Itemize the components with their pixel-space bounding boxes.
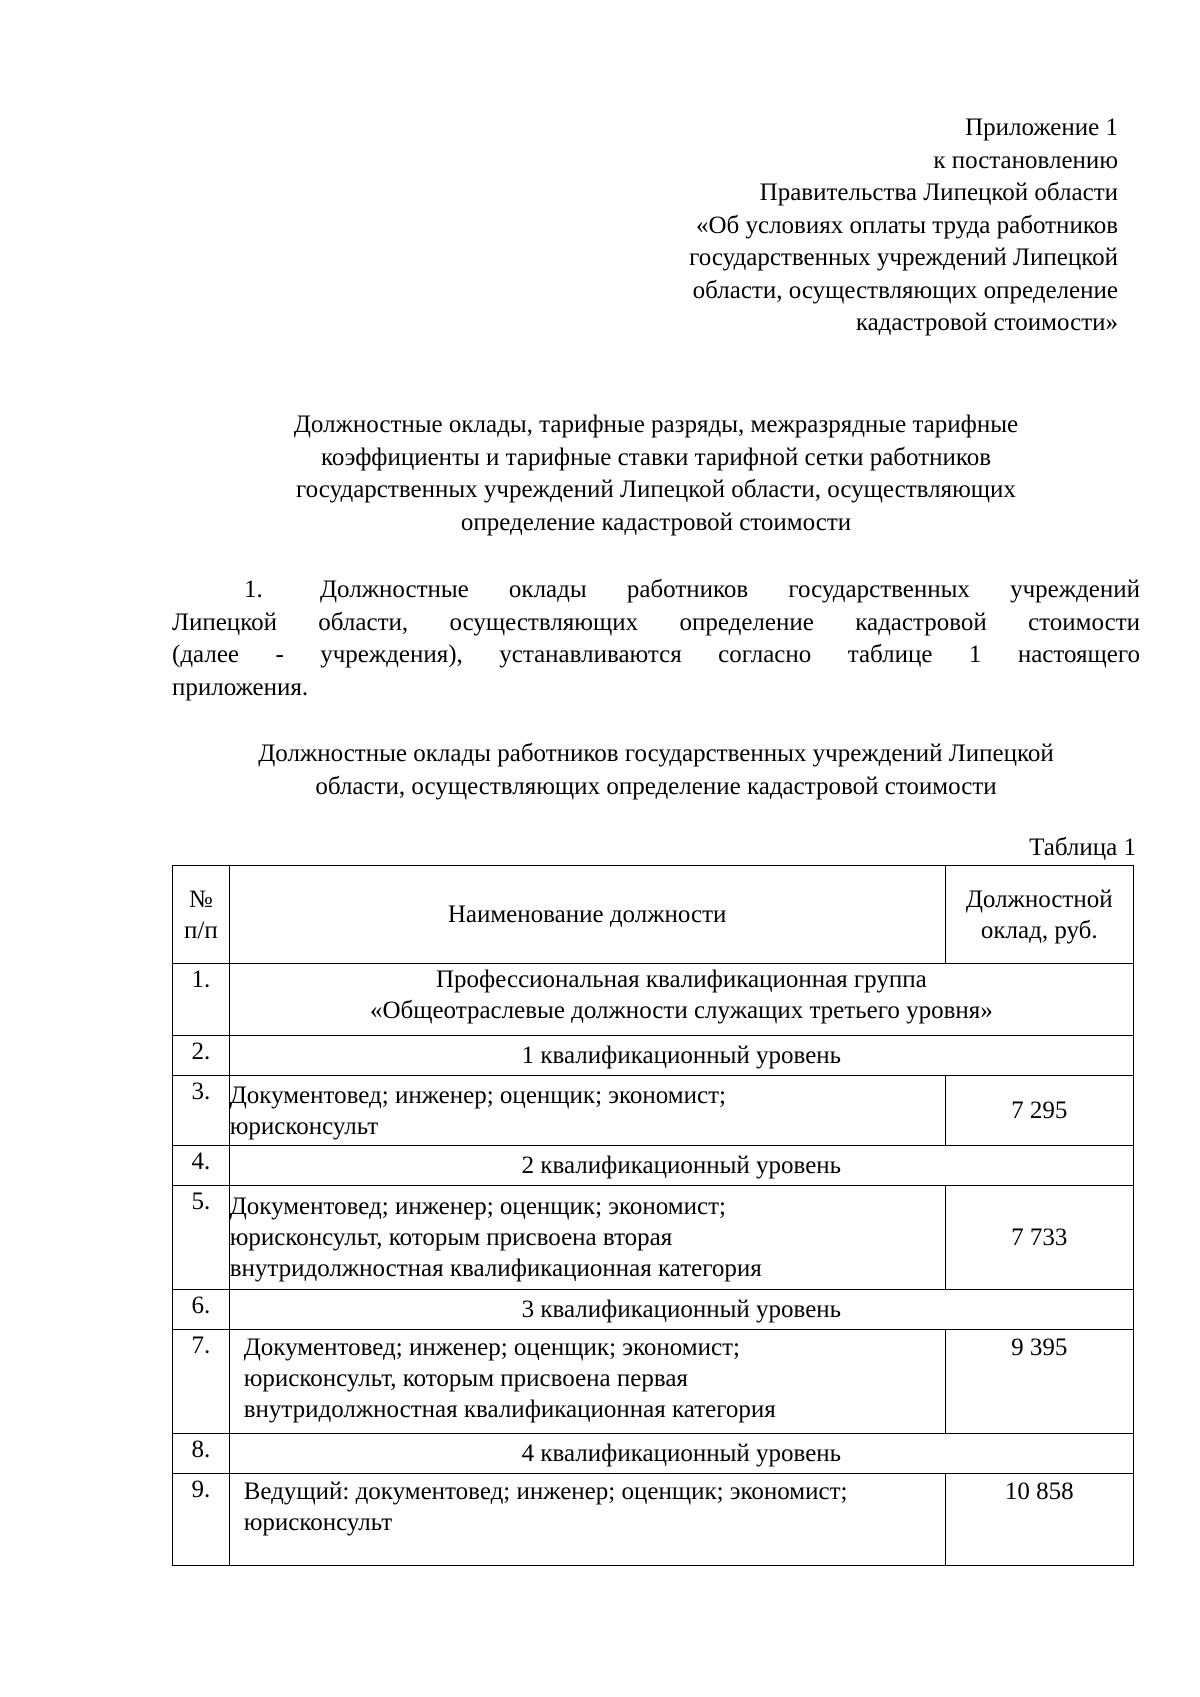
salary-value: 7 733 — [945, 1186, 1134, 1290]
table-header-row — [173, 866, 1134, 964]
table-title-line: области, осуществляющих определение кадастровой стоимости — [315, 772, 997, 800]
table-row — [173, 1036, 1134, 1076]
annex-line: государственных учреждений Липецкой — [689, 244, 1118, 271]
document-title — [172, 409, 1140, 539]
position-cell — [229, 1474, 945, 1566]
annex-line: Приложение 1 — [965, 114, 1118, 141]
row-num: 7. — [173, 1330, 230, 1434]
header-num-text: п/п — [184, 916, 218, 944]
header-num-symbol: № — [188, 885, 213, 913]
position-line: юрисконсульт, которым присвоена вторая — [229, 1224, 673, 1251]
level-cell: 2 квалификационный уровень — [229, 1146, 1133, 1186]
group-line: «Общеотраслевые должности служащих третьего уровня» — [369, 997, 993, 1024]
position-line: внутридолжностная квалификационная категория — [243, 1396, 776, 1423]
salary-value: 7 295 — [945, 1076, 1134, 1146]
row-num: 1. — [173, 964, 230, 1036]
table-row — [173, 1434, 1134, 1474]
annex-line: к постановлению — [933, 146, 1118, 174]
salary-value: 10 858 — [945, 1474, 1134, 1566]
annex-line: кадастровой стоимости» — [855, 309, 1118, 336]
title-line: коэффициенты и тарифные ставки тарифной сетки работников — [320, 443, 992, 471]
position-line: юрисконсульт — [243, 1509, 393, 1536]
paragraph-line: Липецкой области, осуществляющих определение кадастровой стоимости — [172, 608, 1140, 636]
table-row — [173, 1146, 1134, 1186]
header-value — [945, 866, 1134, 964]
table-title-line: Должностные оклады работников государственных учреждений Липецкой — [258, 740, 1054, 767]
annex-header — [689, 112, 1118, 340]
title-line: государственных учреждений Липецкой области, осуществляющих — [296, 476, 1016, 503]
position-line: Документовед; инженер; оценщик; экономист; — [243, 1334, 740, 1361]
position-line: Документовед; инженер; оценщик; экономист; — [229, 1193, 726, 1220]
level-cell: 3 квалификационный уровень — [229, 1290, 1133, 1330]
table-title — [172, 738, 1140, 803]
annex-line: Правительства Липецкой области — [759, 179, 1118, 206]
paragraph-line: приложения. — [172, 673, 309, 701]
position-line: юрисконсульт — [229, 1112, 379, 1140]
group-cell — [229, 964, 1133, 1036]
row-num: 5. — [173, 1186, 230, 1290]
table-row — [173, 1330, 1134, 1434]
title-line: определение кадастровой стоимости — [460, 508, 852, 536]
row-num: 3. — [173, 1076, 230, 1146]
header-name: Наименование должности — [229, 866, 945, 964]
header-value-line: Должностной — [965, 885, 1113, 913]
paragraph-line: (далее - учреждения), устанавливаются согласно таблице 1 настоящего — [172, 641, 1140, 668]
row-num: 6. — [173, 1290, 230, 1330]
table-row — [173, 1474, 1134, 1566]
annex-line: области, осуществляющих определение — [692, 276, 1118, 304]
level-cell: 4 квалификационный уровень — [229, 1434, 1133, 1474]
salary-table — [172, 865, 1134, 1566]
position-line: Документовед; инженер; оценщик; экономист; — [229, 1081, 726, 1109]
table-row — [173, 1290, 1134, 1330]
table-row — [173, 1076, 1134, 1146]
row-num: 9. — [173, 1474, 230, 1566]
position-cell — [229, 1076, 945, 1146]
position-line: внутридолжностная квалификационная категория — [229, 1255, 762, 1282]
position-cell — [229, 1186, 945, 1290]
row-num: 4. — [173, 1146, 230, 1186]
header-num — [173, 866, 230, 964]
level-cell: 1 квалификационный уровень — [229, 1036, 1133, 1076]
position-cell — [229, 1330, 945, 1434]
paragraph-1 — [172, 574, 1140, 704]
table-row — [173, 964, 1134, 1036]
paragraph-number: 1. — [244, 576, 263, 603]
position-line: Ведущий: документовед; инженер; оценщик; экономист; — [243, 1478, 848, 1505]
paragraph-text: Должностные оклады работников государственных учреждений — [320, 576, 1140, 603]
paragraph-line — [172, 574, 1140, 607]
title-line: Должностные оклады, тарифные разряды, межразрядные тарифные — [293, 411, 1019, 438]
table-row — [173, 1186, 1134, 1290]
header-value-line: оклад, руб. — [980, 916, 1098, 944]
row-num: 2. — [173, 1036, 230, 1076]
group-line: Профессиональная квалификационная группа — [436, 966, 927, 993]
annex-line: «Об условиях оплаты труда работников — [695, 211, 1118, 239]
salary-value: 9 395 — [945, 1330, 1134, 1434]
row-num: 8. — [173, 1434, 230, 1474]
table-label: Таблица 1 — [1029, 834, 1136, 861]
position-line: юрисконсульт, которым присвоена первая — [243, 1365, 688, 1392]
